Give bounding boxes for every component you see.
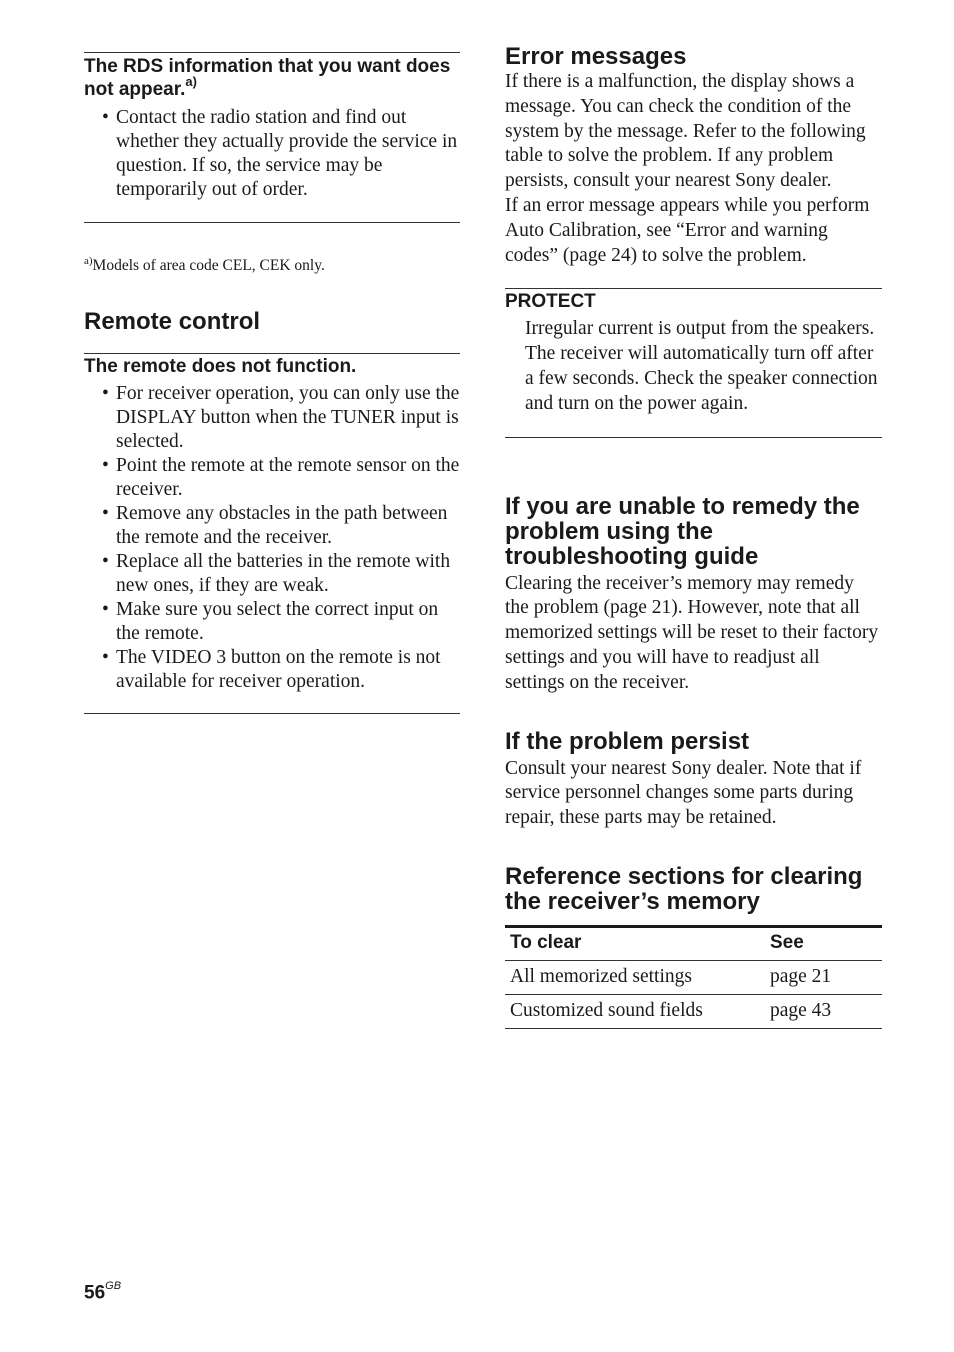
list-item: • Remove any obstacles in the path between the remote and the receiver. (84, 502, 460, 550)
protect-description: Irregular current is output from the speakers. The receiver will automatically turn off after a few seconds. Check the speaker connection and turn on the power again. (525, 318, 878, 414)
remote-heading: The remote does not function. (84, 356, 357, 378)
problem-persist-title: If the problem persist (505, 727, 750, 755)
rds-heading-text: The RDS information that you want does not appear. (84, 56, 451, 100)
divider (505, 437, 882, 438)
list-item: • Contact the radio station and find out whether they actually provide the service in question. If so, the service may be temporarily out of order. (84, 106, 460, 202)
list-item: • Make sure you select the correct input on the remote. (84, 598, 460, 646)
page-number (84, 1282, 121, 1304)
divider (84, 353, 460, 354)
right-column (505, 44, 882, 1029)
footnote-text: Models of area code CEL, CEK only. (92, 257, 325, 275)
protect-heading: PROTECT (505, 291, 596, 313)
divider (84, 222, 460, 223)
column-header-to-clear: To clear (505, 926, 765, 960)
rds-bullet-list (84, 106, 460, 202)
problem-persist-text: Consult your nearest Sony dealer. Note that if service personnel changes some parts during repair, these parts may be retained. (505, 757, 862, 829)
list-item: • Replace all the batteries in the remote with new ones, if they are weak. (84, 550, 460, 598)
list-item: • The VIDEO 3 button on the remote is not available for receiver operation. (84, 646, 460, 694)
remote-bullet-list (84, 382, 460, 694)
divider (505, 288, 882, 289)
error-calibration-paragraph: If an error message appears while you perform Auto Calibration, see “Error and warning codes” (page 24) to solve the problem. (505, 194, 870, 266)
unable-to-remedy-title: If you are unable to remedy the problem using the troubleshooting guide (505, 492, 860, 570)
error-messages-title: Error messages (505, 43, 687, 70)
column-header-see: See (765, 926, 882, 960)
table-header-row (505, 926, 882, 960)
table-cell: All memorized settings (505, 960, 765, 994)
footnote-ref: a) (185, 73, 197, 89)
left-column (84, 52, 460, 714)
table-cell: Customized sound fields (505, 994, 765, 1028)
unable-to-remedy-text: Clearing the receiver’s memory may remedy the problem (page 21). However, note that all memorized settings will be reset to their factory settings and you will have to readjust all settings on the receiver. (505, 572, 879, 693)
divider (84, 713, 460, 714)
footnote-mark: a) (84, 255, 93, 267)
divider (84, 52, 460, 53)
table-row (505, 960, 882, 994)
remote-control-title: Remote control (84, 308, 261, 336)
rds-heading (84, 55, 460, 101)
error-intro-paragraph: If there is a malfunction, the display shows a message. You can check the condition of the system by the message. Refer to the following table to solve the problem. If any problem persists, consult your nearest Sony dealer. (505, 71, 866, 192)
reference-table (505, 925, 882, 1029)
table-cell: page 43 (765, 994, 882, 1028)
page-region-suffix: GB (105, 1280, 122, 1292)
list-item: • For receiver operation, you can only use the DISPLAY button when the TUNER input is selected. (84, 382, 460, 454)
table-row (505, 994, 882, 1028)
footnote (84, 251, 460, 276)
reference-sections-title: Reference sections for clearing the receiver’s memory (505, 862, 863, 915)
list-item: • Point the remote at the remote sensor on the receiver. (84, 454, 460, 502)
page-number-value: 56 (84, 1282, 106, 1304)
table-cell: page 21 (765, 960, 882, 994)
